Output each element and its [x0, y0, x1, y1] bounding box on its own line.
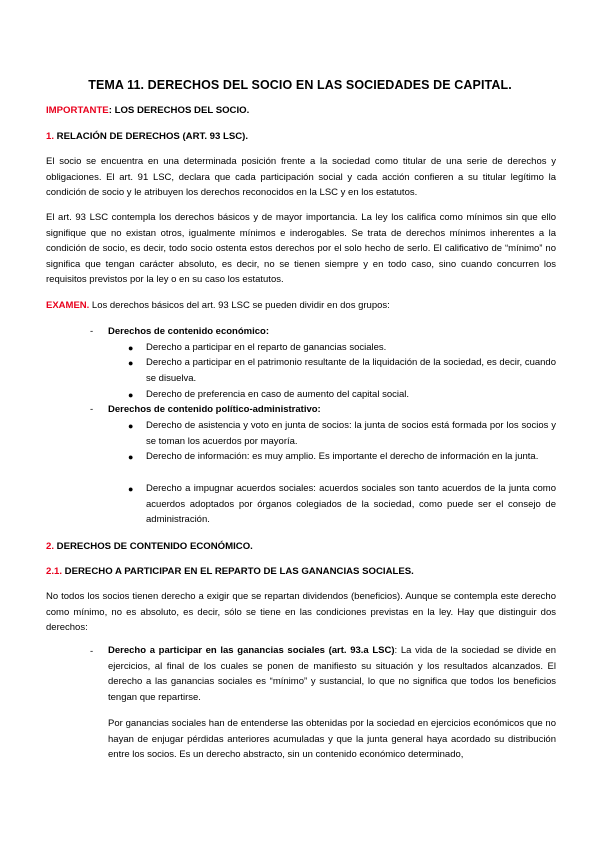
- right-1-dash: -: [90, 646, 94, 657]
- exam-label: EXAMEN.: [46, 300, 90, 311]
- group-1-dash: -: [90, 326, 94, 337]
- section-2-1-heading: [46, 566, 414, 577]
- bullet-icon: ●: [128, 358, 134, 368]
- group-2-item: Derecho de asistencia y voto en junta de socios: la junta de socios está formada por los socios y se toman los acuerdos por mayoría.: [146, 420, 556, 447]
- group-2-title: Derechos de contenido político-administrativo:: [108, 404, 321, 415]
- group-1-item: Derecho a participar en el patrimonio resultante de la liquidación de la sociedad, es decir, cuando se disuelva.: [146, 357, 556, 384]
- group-1-item: Derecho de preferencia en caso de aumento del capital social.: [146, 389, 409, 400]
- group-2-dash: -: [90, 404, 94, 415]
- right-1-text: La vida de la sociedad se divide en ejercicios, al final de los cuales se ponen de manifiesto su situación y los resultados alcanzados. El derecho a las ganancias sociales es “mínimo” y sustancial, lo que no significa que todos los beneficios tengan que repartirse.: [108, 645, 557, 703]
- section-1-heading: [46, 131, 248, 142]
- right-1-title: Derecho a participar en las ganancias sociales (art. 93.a LSC): [108, 645, 395, 656]
- important-text: LOS DERECHOS DEL SOCIO.: [111, 105, 250, 116]
- group-1-title: Derechos de contenido económico:: [108, 326, 269, 337]
- document-title: TEMA 11. DERECHOS DEL SOCIO EN LAS SOCIEDADES DE CAPITAL.: [88, 78, 512, 92]
- important-heading: [46, 105, 249, 116]
- section-1-title: RELACIÓN DE DERECHOS (ART. 93 LSC).: [54, 131, 249, 142]
- group-2-item: Derecho de información: es muy amplio. Es importante el derecho de información en la junta.: [146, 451, 539, 462]
- section-2-title: DERECHOS DE CONTENIDO ECONÓMICO.: [54, 541, 253, 552]
- bullet-icon: ●: [128, 390, 134, 400]
- section-1-number: 1.: [46, 131, 55, 142]
- section-2-number: 2.: [46, 541, 55, 552]
- section-2-1-number: 2.1.: [46, 566, 63, 577]
- important-label: IMPORTANTE: [46, 105, 109, 116]
- section-2-1-title: DERECHO A PARTICIPAR EN EL REPARTO DE LAS GANANCIAS SOCIALES.: [62, 566, 414, 577]
- paragraph-3: No todos los socios tienen derecho a exigir que se repartan dividendos (beneficios). Aunque se contempla este derecho como mínimo, no es absoluto, es decir, sólo se tiene en las condiciones previstas en la ley. Hay que distinguir dos derechos:: [46, 591, 556, 633]
- bullet-icon: ●: [128, 484, 134, 494]
- group-2-item: Derecho a impugnar acuerdos sociales: acuerdos sociales son tanto acuerdos de la junta como acuerdos adoptados por órganos colegiados de la sociedad, como puede ser el consejo de administración.: [146, 483, 556, 525]
- important-colon: :: [108, 105, 112, 116]
- exam-text: Los derechos básicos del art. 93 LSC se pueden dividir en dos grupos:: [89, 300, 390, 311]
- group-1-item: Derecho a participar en el reparto de ganancias sociales.: [146, 342, 387, 353]
- section-2-heading: [46, 541, 253, 552]
- bullet-icon: ●: [128, 343, 134, 353]
- bullet-icon: ●: [128, 452, 134, 462]
- bullet-icon: ●: [128, 421, 134, 431]
- paragraph-4: Por ganancias sociales han de entenderse las obtenidas por la sociedad en ejercicios económicos que no hayan de enjugar pérdidas anteriores acumuladas y que la junta general haya acordado su distribución entre los socios. Es un derecho abstracto, sin un contenido económico determinado,: [108, 718, 556, 760]
- paragraph-2: El art. 93 LSC contempla los derechos básicos y de mayor importancia. La ley los califica como mínimos sin que ello signifique que no existan otros, igualmente mínimos e inderogables. Se trata de derechos mínimos inherentes a la condición de socio, es decir, todo socio ostenta estos derechos por el solo hecho de serlo. El calificativo de “mínimo” no significa que tengan carácter absoluto, es decir, no se tienen siempre y en todo caso, sino cuando concurren los requisitos previstos por la ley o en su caso los estatutos.: [46, 212, 556, 285]
- right-1-colon: :: [394, 645, 398, 656]
- exam-line: [46, 298, 556, 314]
- paragraph-1: El socio se encuentra en una determinada posición frente a la sociedad como titular de una serie de derechos y obligaciones. El art. 91 LSC, declara que cada participación social y cada acción confieren a su titular legítimo la condición de socio y le atribuyen los derechos reconocidos en la LSC y en los estatutos.: [46, 156, 556, 198]
- right-1-paragraph: [108, 643, 556, 705]
